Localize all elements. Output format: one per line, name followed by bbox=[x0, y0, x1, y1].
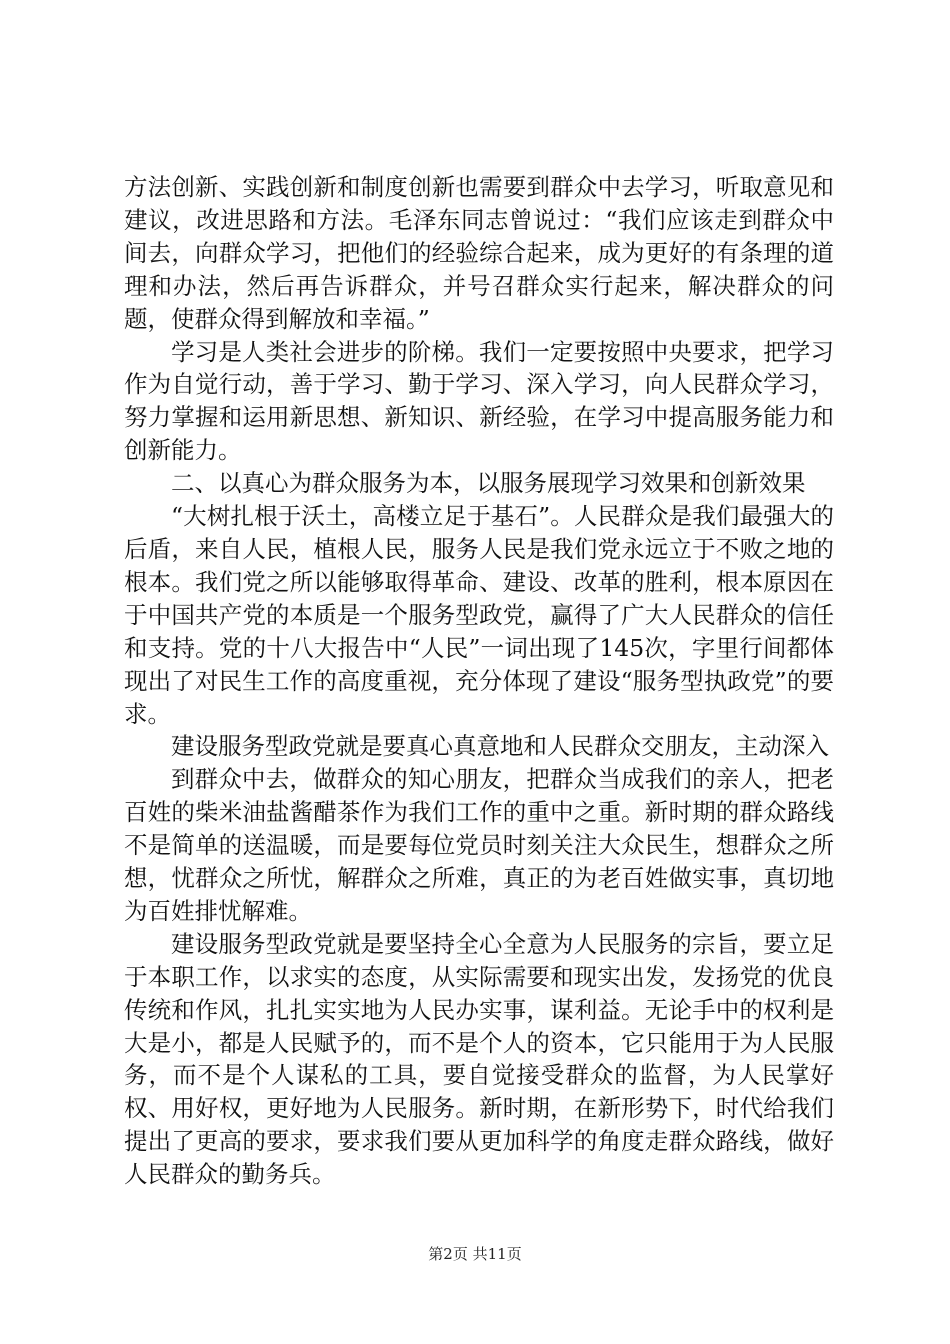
paragraph-1: 方法创新、实践创新和制度创新也需要到群众中去学习，听取意见和建议，改进思路和方法。毛泽东同志曾说过：“我们应该走到群众中间去，向群众学习，把他们的经验综合起来，成为更好的有条理的道理和办法，然后再告诉群众，并号召群众实行起来，解决群众的问题，使群众得到解放和幸福。” bbox=[124, 173, 834, 333]
paragraph-2: 学习是人类社会进步的阶梯。我们一定要按照中央要求，把学习作为自觉行动，善于学习、勤于学习、深入学习，向人民群众学习，努力掌握和运用新思想、新知识、新经验，在学习中提高服务能力和创新能力。 bbox=[124, 337, 834, 465]
paragraph-5: 到群众中去，做群众的知心朋友，把群众当成我们的亲人，把老百姓的柴米油盐酱醋茶作为我们工作的重中之重。新时期的群众路线不是简单的送温暖，而是要每位党员时刻关注大众民生，想群众之所想，忧群众之所忧，解群众之所难，真正的为老百姓做实事，真切地为百姓排忧解难。 bbox=[124, 765, 834, 925]
page-footer: 第2页 共11页 bbox=[428, 1245, 522, 1263]
paragraph-3: “大树扎根于沃土，高楼立足于基石”。人民群众是我们最强大的后盾，来自人民，植根人民，服务人民是我们党永远立于不败之地的根本。我们党之所以能够取得革命、建设、改革的胜利，根本原因在于中国共产党的本质是一个服务型政党，赢得了广大人民群众的信任和支持。党的十八大报告中“人民”一词出现了145次，字里行间都体现出了对民生工作的高度重视，充分体现了建设“服务型执政党”的要求。 bbox=[124, 502, 834, 728]
paragraph-4: 建设服务型政党就是要真心真意地和人民群众交朋友，主动深入 bbox=[171, 732, 829, 761]
body-text bbox=[124, 171, 834, 1191]
section-heading: 二、以真心为群众服务为本，以服务展现学习效果和创新效果 bbox=[171, 469, 806, 498]
paragraph-6: 建设服务型政党就是要坚持全心全意为人民服务的宗旨，要立足于本职工作，以求实的态度，从实际需要和现实出发，发扬党的优良传统和作风，扎扎实实地为人民办实事，谋利益。无论手中的权利是大是小，都是人民赋予的，而不是个人的资本，它只能用于为人民服务，而不是个人谋私的工具，要自觉接受群众的监督，为人民掌好权、用好权，更好地为人民服务。新时期，在新形势下，时代给我们提出了更高的要求，要求我们要从更加科学的角度走群众路线，做好人民群众的勤务兵。 bbox=[124, 929, 834, 1189]
